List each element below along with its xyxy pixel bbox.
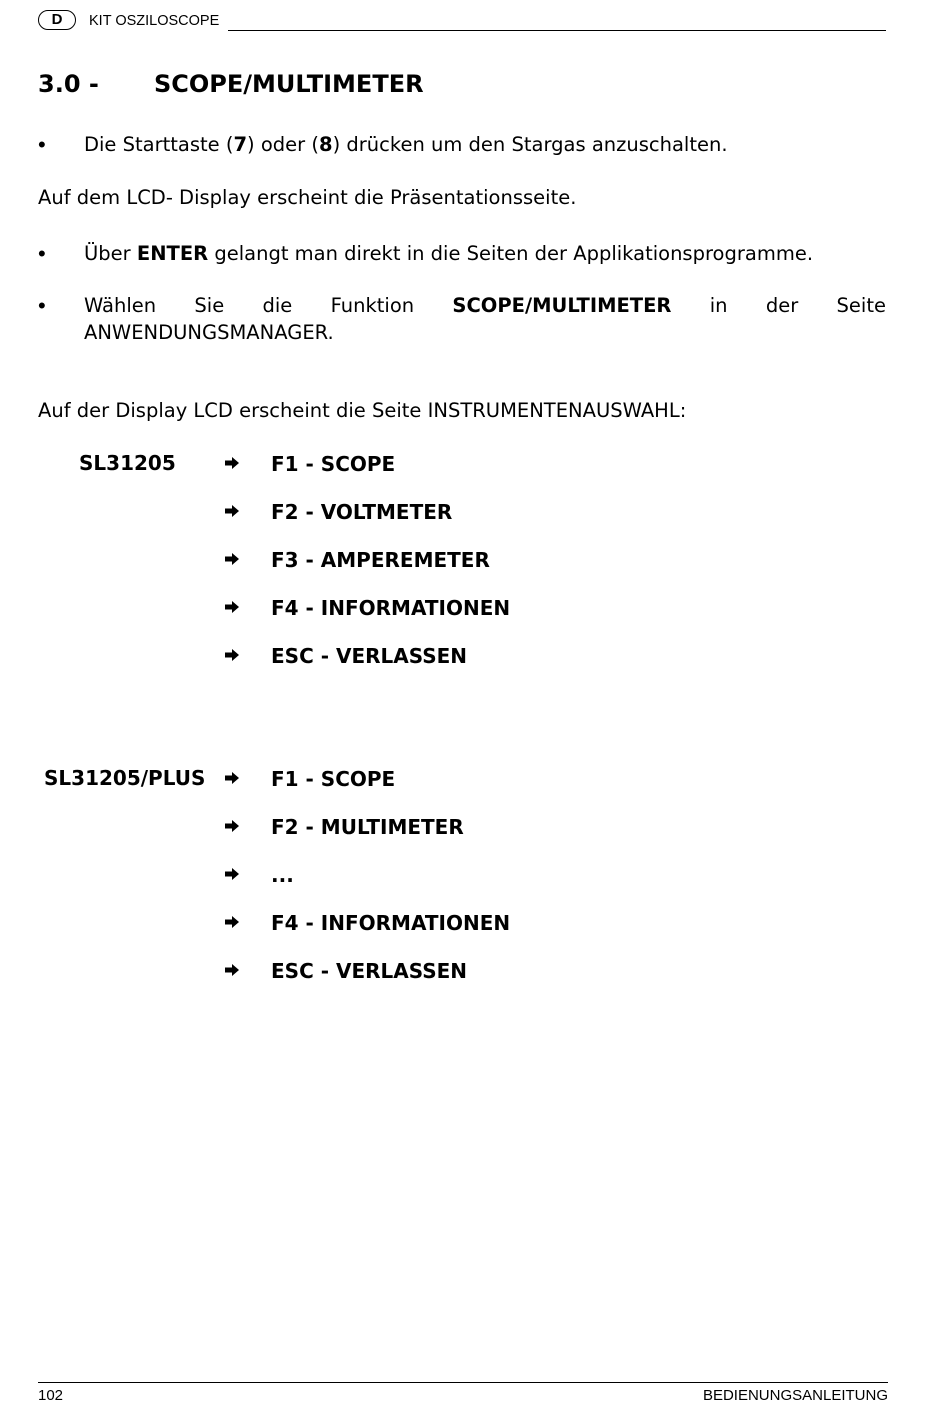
- footer-rule: [38, 1382, 888, 1383]
- function-name: SCOPE/MULTIMETER: [452, 294, 672, 317]
- key-8: 8: [318, 133, 333, 156]
- section-number: 3.0 -: [38, 70, 99, 98]
- arrow-right-icon: [224, 818, 240, 834]
- enter-key: ENTER: [136, 242, 209, 265]
- arrow-right-icon: [224, 647, 240, 663]
- arrow-right-icon: [224, 551, 240, 567]
- bullet-dot: •: [38, 241, 46, 266]
- arrow-right-icon: [224, 914, 240, 930]
- bullet-dot: •: [38, 293, 46, 318]
- header-rule: [228, 30, 886, 31]
- justified-line: Wählen Sie die Funktion SCOPE/MULTIMETER in der Seite: [84, 294, 886, 317]
- section-heading: SCOPE/MULTIMETER: [154, 70, 424, 98]
- arrow-right-icon: [224, 770, 240, 786]
- arrow-right-icon: [224, 503, 240, 519]
- model-label: SL31205: [79, 451, 176, 475]
- key-7: 7: [233, 133, 248, 156]
- paragraph-instrument-selection: Auf der Display LCD erscheint die Seite INSTRUMENTENAUSWAHL:: [38, 399, 687, 422]
- page-number: 102: [38, 1387, 64, 1404]
- arrow-right-icon: [224, 866, 240, 882]
- paragraph-presentation-page: Auf dem LCD- Display erscheint die Präsentationsseite.: [38, 186, 577, 209]
- section-title: [38, 70, 424, 98]
- page-header: [38, 10, 886, 34]
- arrow-right-icon: [224, 455, 240, 471]
- header-title: KIT OSZILOSCOPE: [89, 13, 220, 29]
- model-label: SL31205/PLUS: [44, 766, 206, 790]
- language-badge: D: [38, 10, 76, 30]
- footer-label: BEDIENUNGSANLEITUNG: [702, 1387, 888, 1404]
- arrow-right-icon: [224, 962, 240, 978]
- bullet-dot: •: [38, 132, 46, 157]
- arrow-right-icon: [224, 599, 240, 615]
